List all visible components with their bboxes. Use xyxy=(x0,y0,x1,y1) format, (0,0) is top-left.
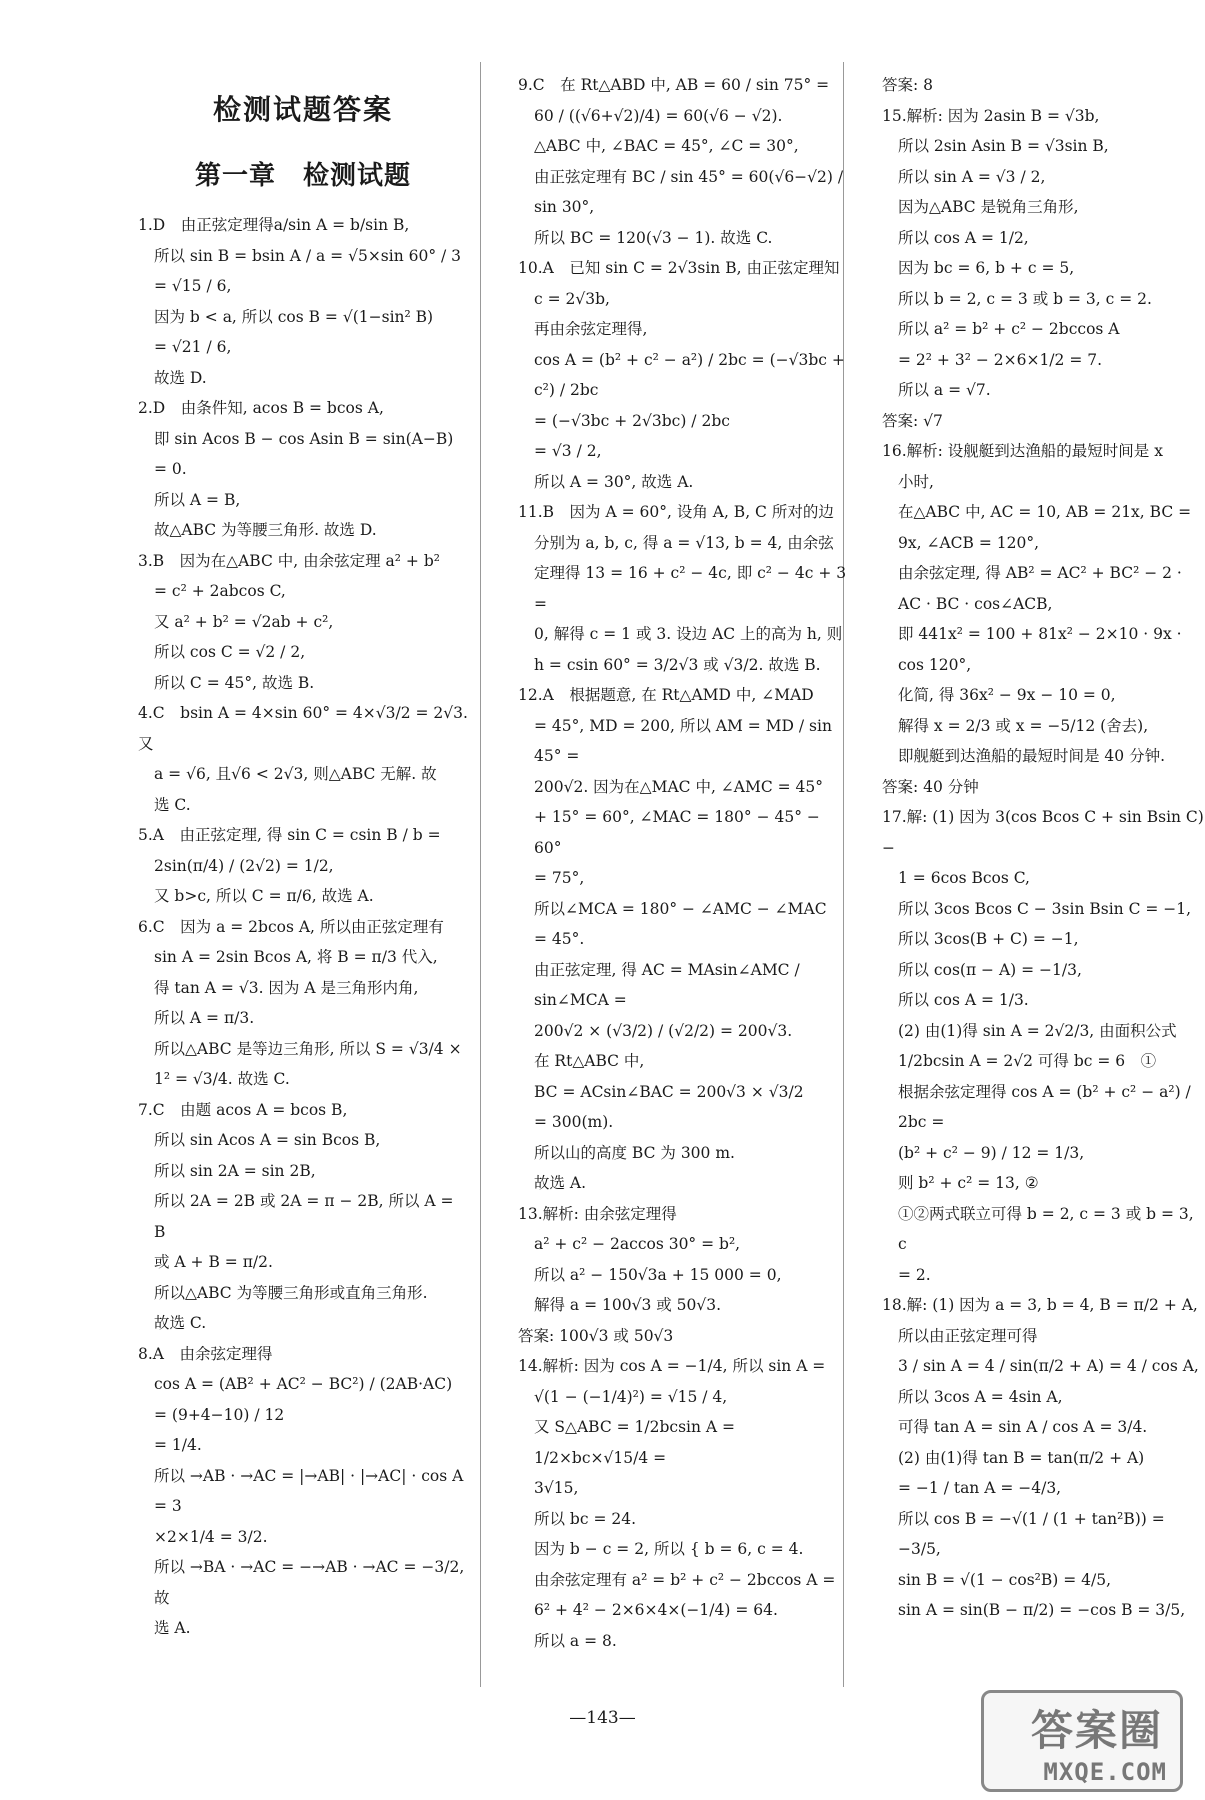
answer-line: 11.B 因为 A = 60°, 设角 A, B, C 所对的边 xyxy=(518,503,834,521)
answer-line: 故△ABC 为等腰三角形. 故选 D. xyxy=(154,521,377,539)
answer-line: 200√2. 因为在△MAC 中, ∠AMC = 45° xyxy=(534,777,824,796)
answer-line: 1/2bcsin A = 2√2 可得 bc = 6 ① xyxy=(898,1052,1157,1070)
answer-line: 1 = 6cos Bcos C, xyxy=(898,869,1030,887)
column-middle-lines xyxy=(518,70,852,1656)
answer-line: = √3 / 2, xyxy=(534,442,602,460)
answer-line: 化简, 得 36x² − 9x − 10 = 0, xyxy=(898,686,1116,704)
answer-line: 所以 cos A = 1/2, xyxy=(898,228,1029,247)
answer-line: 故选 A. xyxy=(534,1174,587,1192)
answer-line: 3√15, xyxy=(534,1479,579,1497)
answer-line: 小时, xyxy=(898,472,934,491)
answer-line: = √21 / 6, xyxy=(154,338,232,356)
answer-line: h = csin 60° = 3/2√3 或 √3/2. 故选 B. xyxy=(534,655,821,674)
answer-line: = 2² + 3² − 2×6×1/2 = 7. xyxy=(898,350,1103,369)
answer-line: 在 Rt△ABC 中, xyxy=(534,1052,645,1070)
answer-line: 9.C 在 Rt△ABD 中, AB = 60 / sin 75° = xyxy=(518,76,830,94)
answer-line: 18.解: (1) 因为 a = 3, b = 4, B = π/2 + A, xyxy=(882,1296,1198,1314)
answer-line: = 1/4. xyxy=(154,1436,202,1454)
answer-line: 1.D 由正弦定理得a/sin A = b/sin B, xyxy=(138,216,410,234)
answer-line: 根据余弦定理得 cos A = (b² + c² − a²) / 2bc = xyxy=(898,1082,1196,1131)
answer-line: a = √6, 且√6 < 2√3, 则△ABC 无解. 故 xyxy=(154,765,437,783)
answer-line: 1² = √3/4. 故选 C. xyxy=(154,1070,290,1088)
answer-line: 选 C. xyxy=(154,795,191,814)
answer-line: 因为△ABC 是锐角三角形, xyxy=(898,198,1079,216)
answer-line: = 45°. xyxy=(534,930,585,948)
answer-line: 2sin(π/4) / (2√2) = 1/2, xyxy=(154,856,334,875)
column-divider-left xyxy=(480,62,481,1687)
answer-line: 所以 sin A = √3 / 2, xyxy=(898,167,1046,186)
answer-line: 所以∠MCA = 180° − ∠AMC − ∠MAC xyxy=(534,899,827,918)
answer-line: 由正弦定理有 BC / sin 45° = 60(√6−√2) / sin 30°, xyxy=(534,167,849,216)
answer-line: cos A = (b² + c² − a²) / 2bc = (−√3bc + c²) / 2bc xyxy=(534,350,850,399)
answer-line: 因为 b − c = 2, 所以 { b = 6, c = 4. xyxy=(534,1540,804,1558)
answer-line: 所以 sin 2A = sin 2B, xyxy=(154,1161,316,1180)
watermark-logo xyxy=(983,1692,1183,1792)
answer-line: + 15° = 60°, ∠MAC = 180° − 45° − 60° xyxy=(534,808,825,857)
answer-line: 所以 cos A = 1/3. xyxy=(898,991,1029,1009)
answer-line: = (−√3bc + 2√3bc) / 2bc xyxy=(534,411,730,430)
answer-line: 15.解析: 因为 2asin B = √3b, xyxy=(882,106,1100,125)
answer-line: 答案: 40 分钟 xyxy=(882,777,979,796)
answer-line: 故选 C. xyxy=(154,1314,207,1332)
answer-line: 所以 cos C = √2 / 2, xyxy=(154,643,306,661)
answer-line: = c² + 2abcos C, xyxy=(154,582,286,600)
answer-line: 所以△ABC 是等边三角形, 所以 S = √3/4 × xyxy=(154,1039,462,1058)
answer-line: = 45°, MD = 200, 所以 AM = MD / sin 45° = xyxy=(534,716,837,765)
answer-line: 又 a² + b² = √2ab + c², xyxy=(154,612,334,631)
answer-line: 4.C bsin A = 4×sin 60° = 4×√3/2 = 2√3. 又 xyxy=(138,704,473,753)
answer-line: 16.解析: 设舰艇到达渔船的最短时间是 x xyxy=(882,442,1163,460)
answer-line: 得 tan A = √3. 因为 A 是三角形内角, xyxy=(154,978,419,997)
answer-line: 因为 bc = 6, b + c = 5, xyxy=(898,259,1075,277)
answer-line: 所以△ABC 为等腰三角形或直角三角形. xyxy=(154,1283,428,1302)
answer-line: 所以 bc = 24. xyxy=(534,1509,637,1528)
answer-line: 定理得 13 = 16 + c² − 4c, 即 c² − 4c + 3 = xyxy=(534,564,852,613)
answer-line: 所以 a² = b² + c² − 2bccos A xyxy=(898,320,1120,338)
answer-line: 由余弦定理, 得 AB² = AC² + BC² − 2 · xyxy=(898,564,1182,582)
answer-line: (2) 由(1)得 tan B = tan(π/2 + A) xyxy=(898,1448,1145,1467)
answer-line: 再由余弦定理得, xyxy=(534,320,648,338)
answer-line: 由余弦定理有 a² = b² + c² − 2bccos A = xyxy=(534,1570,836,1589)
answer-line: 又 S△ABC = 1/2bcsin A = 1/2×bc×√15/4 = xyxy=(534,1418,740,1467)
chapter-title: 第一章 检测试题 xyxy=(194,161,411,191)
answer-line: 6.C 因为 a = 2bcos A, 所以由正弦定理有 xyxy=(138,917,444,936)
answer-line: 所以 C = 45°, 故选 B. xyxy=(154,673,315,692)
answer-line: 所以 2sin Asin B = √3sin B, xyxy=(898,137,1109,155)
answer-line: 所以 BC = 120(√3 − 1). 故选 C. xyxy=(534,228,773,247)
answer-line: (2) 由(1)得 sin A = 2√2/3, 由面积公式 xyxy=(898,1021,1177,1040)
answer-line: 所以山的高度 BC 为 300 m. xyxy=(534,1143,735,1162)
answer-line: 8.A 由余弦定理得 xyxy=(138,1344,273,1363)
answer-line: 答案: 8 xyxy=(882,76,934,94)
answer-line: cos 120°, xyxy=(898,655,972,674)
watermark-top-text: 答案圈 xyxy=(1030,1706,1163,1755)
answer-line: = 300(m). xyxy=(534,1113,614,1131)
answer-line: sin A = sin(B − π/2) = −cos B = 3/5, xyxy=(898,1601,1186,1619)
answer-line: 又 b>c, 所以 C = π/6, 故选 A. xyxy=(154,887,374,905)
answer-line: 所以 3cos Bcos C − 3sin Bsin C = −1, xyxy=(898,899,1192,918)
main-title: 检测试题答案 xyxy=(212,93,393,126)
page-number: —143— xyxy=(569,1708,636,1728)
answer-line: 所以 sin B = bsin A / a = √5×sin 60° / 3 = √15 / 6, xyxy=(154,246,466,295)
answer-line: (b² + c² − 9) / 12 = 1/3, xyxy=(898,1143,1085,1162)
answer-line: 所以 →BA · →AC = −→AB · →AC = −3/2, 故 xyxy=(154,1558,470,1607)
answer-line: 7.C 由题 acos A = bcos B, xyxy=(138,1100,348,1119)
answer-line: 在△ABC 中, AC = 10, AB = 21x, BC = xyxy=(898,503,1192,521)
answer-line: ①②两式联立可得 b = 2, c = 3 或 b = 3, c xyxy=(898,1204,1199,1253)
answer-line: 2.D 由条件知, acos B = bcos A, xyxy=(138,399,384,417)
column-right xyxy=(882,70,1204,1626)
answer-line: 10.A 已知 sin C = 2√3sin B, 由正弦定理知 xyxy=(518,259,840,277)
answer-line: 所以 cos(π − A) = −1/3, xyxy=(898,960,1082,979)
answer-line: 17.解: (1) 因为 3(cos Bcos C + sin Bsin C) − xyxy=(882,808,1204,857)
answer-line: ×2×1/4 = 3/2. xyxy=(154,1527,268,1546)
answer-line: sin B = √(1 − cos²B) = 4/5, xyxy=(898,1570,1112,1589)
answer-line: 13.解析: 由余弦定理得 xyxy=(518,1204,677,1223)
answer-line: 可得 tan A = sin A / cos A = 3/4. xyxy=(898,1418,1148,1436)
watermark-bottom-text: MXQE.COM xyxy=(1043,1758,1167,1786)
answer-line: = −1 / tan A = −4/3, xyxy=(898,1479,1062,1497)
answer-line: 所以 A = 30°, 故选 A. xyxy=(534,472,694,491)
answer-line: 5.A 由正弦定理, 得 sin C = csin B / b = xyxy=(138,826,441,844)
answer-line: 9x, ∠ACB = 120°, xyxy=(898,533,1039,552)
answer-line: 14.解析: 因为 cos A = −1/4, 所以 sin A = xyxy=(518,1357,826,1375)
answer-line: = 2. xyxy=(898,1265,931,1284)
answer-line: = 0. xyxy=(154,460,187,478)
answer-line: 所以 →AB · →AC = |→AB| · |→AC| · cos A = 3 xyxy=(154,1466,469,1515)
answer-line: 所以 cos B = −√(1 / (1 + tan²B)) = −3/5, xyxy=(898,1509,1170,1558)
answer-line: 即舰艇到达渔船的最短时间是 40 分钟. xyxy=(898,747,1166,765)
answer-line: 200√2 × (√3/2) / (√2/2) = 200√3. xyxy=(534,1021,793,1040)
answer-line: 所以 b = 2, c = 3 或 b = 3, c = 2. xyxy=(898,289,1152,308)
answer-line: 答案: 100√3 或 50√3 xyxy=(518,1326,674,1345)
answer-line: sin A = 2sin Bcos A, 将 B = π/3 代入, xyxy=(154,948,438,966)
answer-line: 解得 a = 100√3 或 50√3. xyxy=(534,1296,722,1314)
answer-line: √(1 − (−1/4)²) = √15 / 4, xyxy=(534,1387,728,1406)
answer-line: 60 / ((√6+√2)/4) = 60(√6 − √2). xyxy=(534,106,783,125)
answer-line: 所以 a = √7. xyxy=(898,381,991,399)
answer-line: 所以由正弦定理可得 xyxy=(898,1326,1038,1345)
answer-line: 3.B 因为在△ABC 中, 由余弦定理 a² + b² xyxy=(138,551,440,570)
answer-line: 所以 sin Acos A = sin Bcos B, xyxy=(154,1131,381,1149)
answer-line: AC · BC · cos∠ACB, xyxy=(898,594,1053,613)
answer-line: BC = ACsin∠BAC = 200√3 × √3/2 xyxy=(534,1082,804,1101)
answer-line: 故选 D. xyxy=(154,368,207,387)
answer-line: 0, 解得 c = 1 或 3. 设边 AC 上的高为 h, 则 xyxy=(534,625,843,643)
answer-line: 所以 a² − 150√3a + 15 000 = 0, xyxy=(534,1265,782,1284)
answer-line: 3 / sin A = 4 / sin(π/2 + A) = 4 / cos A, xyxy=(898,1357,1199,1375)
answer-line: 所以 3cos A = 4sin A, xyxy=(898,1387,1063,1406)
answer-line: c = 2√3b, xyxy=(534,289,610,308)
answer-line: 即 441x² = 100 + 81x² − 2×10 · 9x · xyxy=(898,625,1182,643)
answer-line: 因为 b < a, 所以 cos B = √(1−sin² B) xyxy=(154,307,434,326)
answer-line: 则 b² + c² = 13, ② xyxy=(898,1174,1039,1192)
answer-line: 所以 3cos(B + C) = −1, xyxy=(898,930,1079,948)
answer-line: = 75°, xyxy=(534,869,585,887)
answer-line: 答案: √7 xyxy=(882,411,943,430)
column-right-lines xyxy=(882,70,1204,1626)
answer-line: △ABC 中, ∠BAC = 45°, ∠C = 30°, xyxy=(534,137,799,155)
answer-line: 分别为 a, b, c, 得 a = √13, b = 4, 由余弦 xyxy=(534,533,834,552)
column-left-lines xyxy=(138,210,473,1644)
answer-line: 12.A 根据题意, 在 Rt△AMD 中, ∠MAD xyxy=(518,686,814,704)
answer-line: 6² + 4² − 2×6×4×(−1/4) = 64. xyxy=(534,1601,778,1619)
answer-line: 或 A + B = π/2. xyxy=(154,1253,273,1271)
answer-line: 解得 x = 2/3 或 x = −5/12 (舍去), xyxy=(898,716,1149,735)
answer-line: 所以 a = 8. xyxy=(534,1631,617,1650)
column-middle xyxy=(518,70,852,1656)
answer-line: 即 sin Acos B − cos Asin B = sin(A−B) xyxy=(154,429,454,448)
answer-line: 所以 2A = 2B 或 2A = π − 2B, 所以 A = B xyxy=(154,1192,459,1241)
answer-line: 所以 A = B, xyxy=(154,490,241,509)
answer-line: a² + c² − 2accos 30° = b², xyxy=(534,1235,741,1253)
answer-line: 由正弦定理, 得 AC = MAsin∠AMC / sin∠MCA = xyxy=(534,960,805,1009)
column-left xyxy=(138,70,473,1644)
answer-line: cos A = (AB² + AC² − BC²) / (2AB·AC) = (9+4−10) / 12 xyxy=(154,1375,458,1424)
answer-line: 所以 A = π/3. xyxy=(154,1009,255,1027)
answer-line: 选 A. xyxy=(154,1619,191,1637)
